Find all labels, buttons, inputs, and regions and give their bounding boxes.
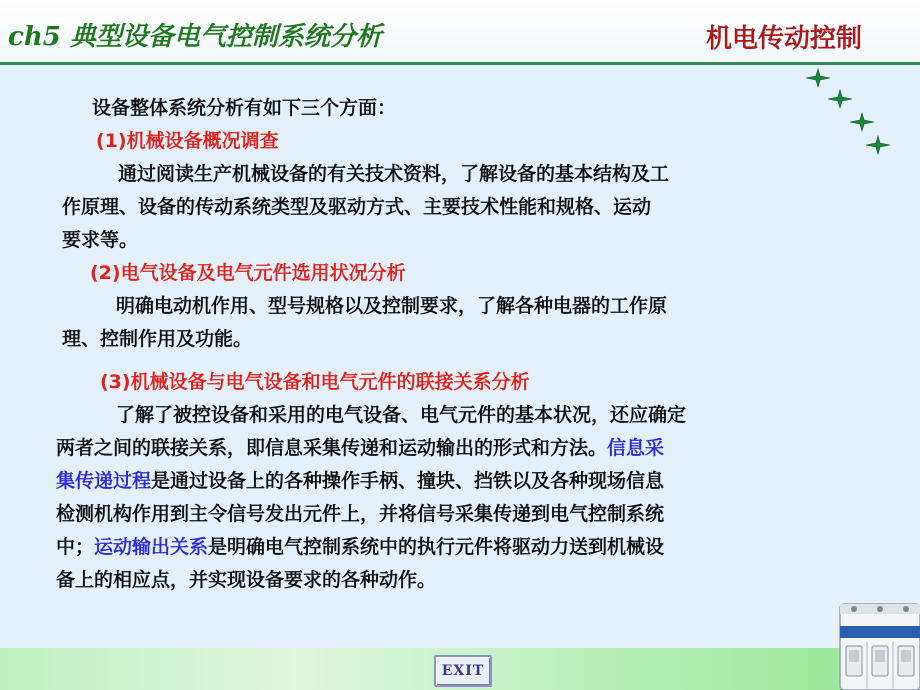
footer-bar (0, 648, 845, 690)
exit-button[interactable]: EXIT (434, 655, 492, 687)
section-3-line (56, 465, 886, 498)
section-3-text: 中； (56, 536, 95, 558)
section-1-line: 作原理、设备的传动系统类型及驱动方式、主要技术性能和规格、运动 (62, 196, 652, 218)
slide-content (56, 92, 886, 597)
section-3-line: 了解了被控设备和采用的电气设备、电气元件的基本状况，还应确定 (116, 404, 687, 426)
section-2-line: 明确电动机作用、型号规格以及控制要求，了解各种电器的工作原 (116, 295, 668, 317)
course-title: 机电传动控制 (705, 24, 862, 54)
highlight-info-collection: 集传递过程 (56, 470, 152, 492)
highlight-info-collection: 信息采 (607, 437, 665, 459)
section-2-line: 理、控制作用及功能。 (62, 328, 253, 350)
section-1-line: 通过阅读生产机械设备的有关技术资料，了解设备的基本结构及工 (118, 163, 670, 185)
section-3-line: 备上的相应点，并实现设备要求的各种动作。 (56, 569, 437, 591)
sparkle-star-icon (806, 69, 830, 87)
section-3-line (56, 531, 886, 564)
chapter-title: ch5 典型设备电气控制系统分析 (8, 22, 382, 52)
header-divider (0, 62, 920, 65)
slide-header (0, 0, 920, 62)
section-1-line: 要求等。 (62, 229, 139, 251)
section-3-text: 两者之间的联接关系，即信息采集传递和运动输出的形式和方法。 (56, 437, 608, 459)
section-3-text: 是明确电气控制系统中的执行元件将驱动力送到机械设 (208, 536, 665, 558)
section-3-line (56, 432, 886, 465)
section-2-heading: (2)电气设备及电气元件选用状况分析 (90, 262, 406, 284)
highlight-motion-output: 运动输出关系 (94, 536, 209, 558)
section-3-heading: (3)机械设备与电气设备和电气元件的联接关系分析 (100, 371, 530, 393)
intro-text: 设备整体系统分析有如下三个方面： (92, 97, 397, 119)
section-3-line: 检测机构作用到主令信号发出元件上，并将信号采集传递到电气控制系统 (56, 503, 665, 525)
section-1-heading: (1)机械设备概况调查 (96, 130, 279, 152)
circuit-breaker-image (836, 598, 920, 690)
section-3-text: 是通过设备上的各种操作手柄、撞块、挡铁以及各种现场信息 (151, 470, 665, 492)
